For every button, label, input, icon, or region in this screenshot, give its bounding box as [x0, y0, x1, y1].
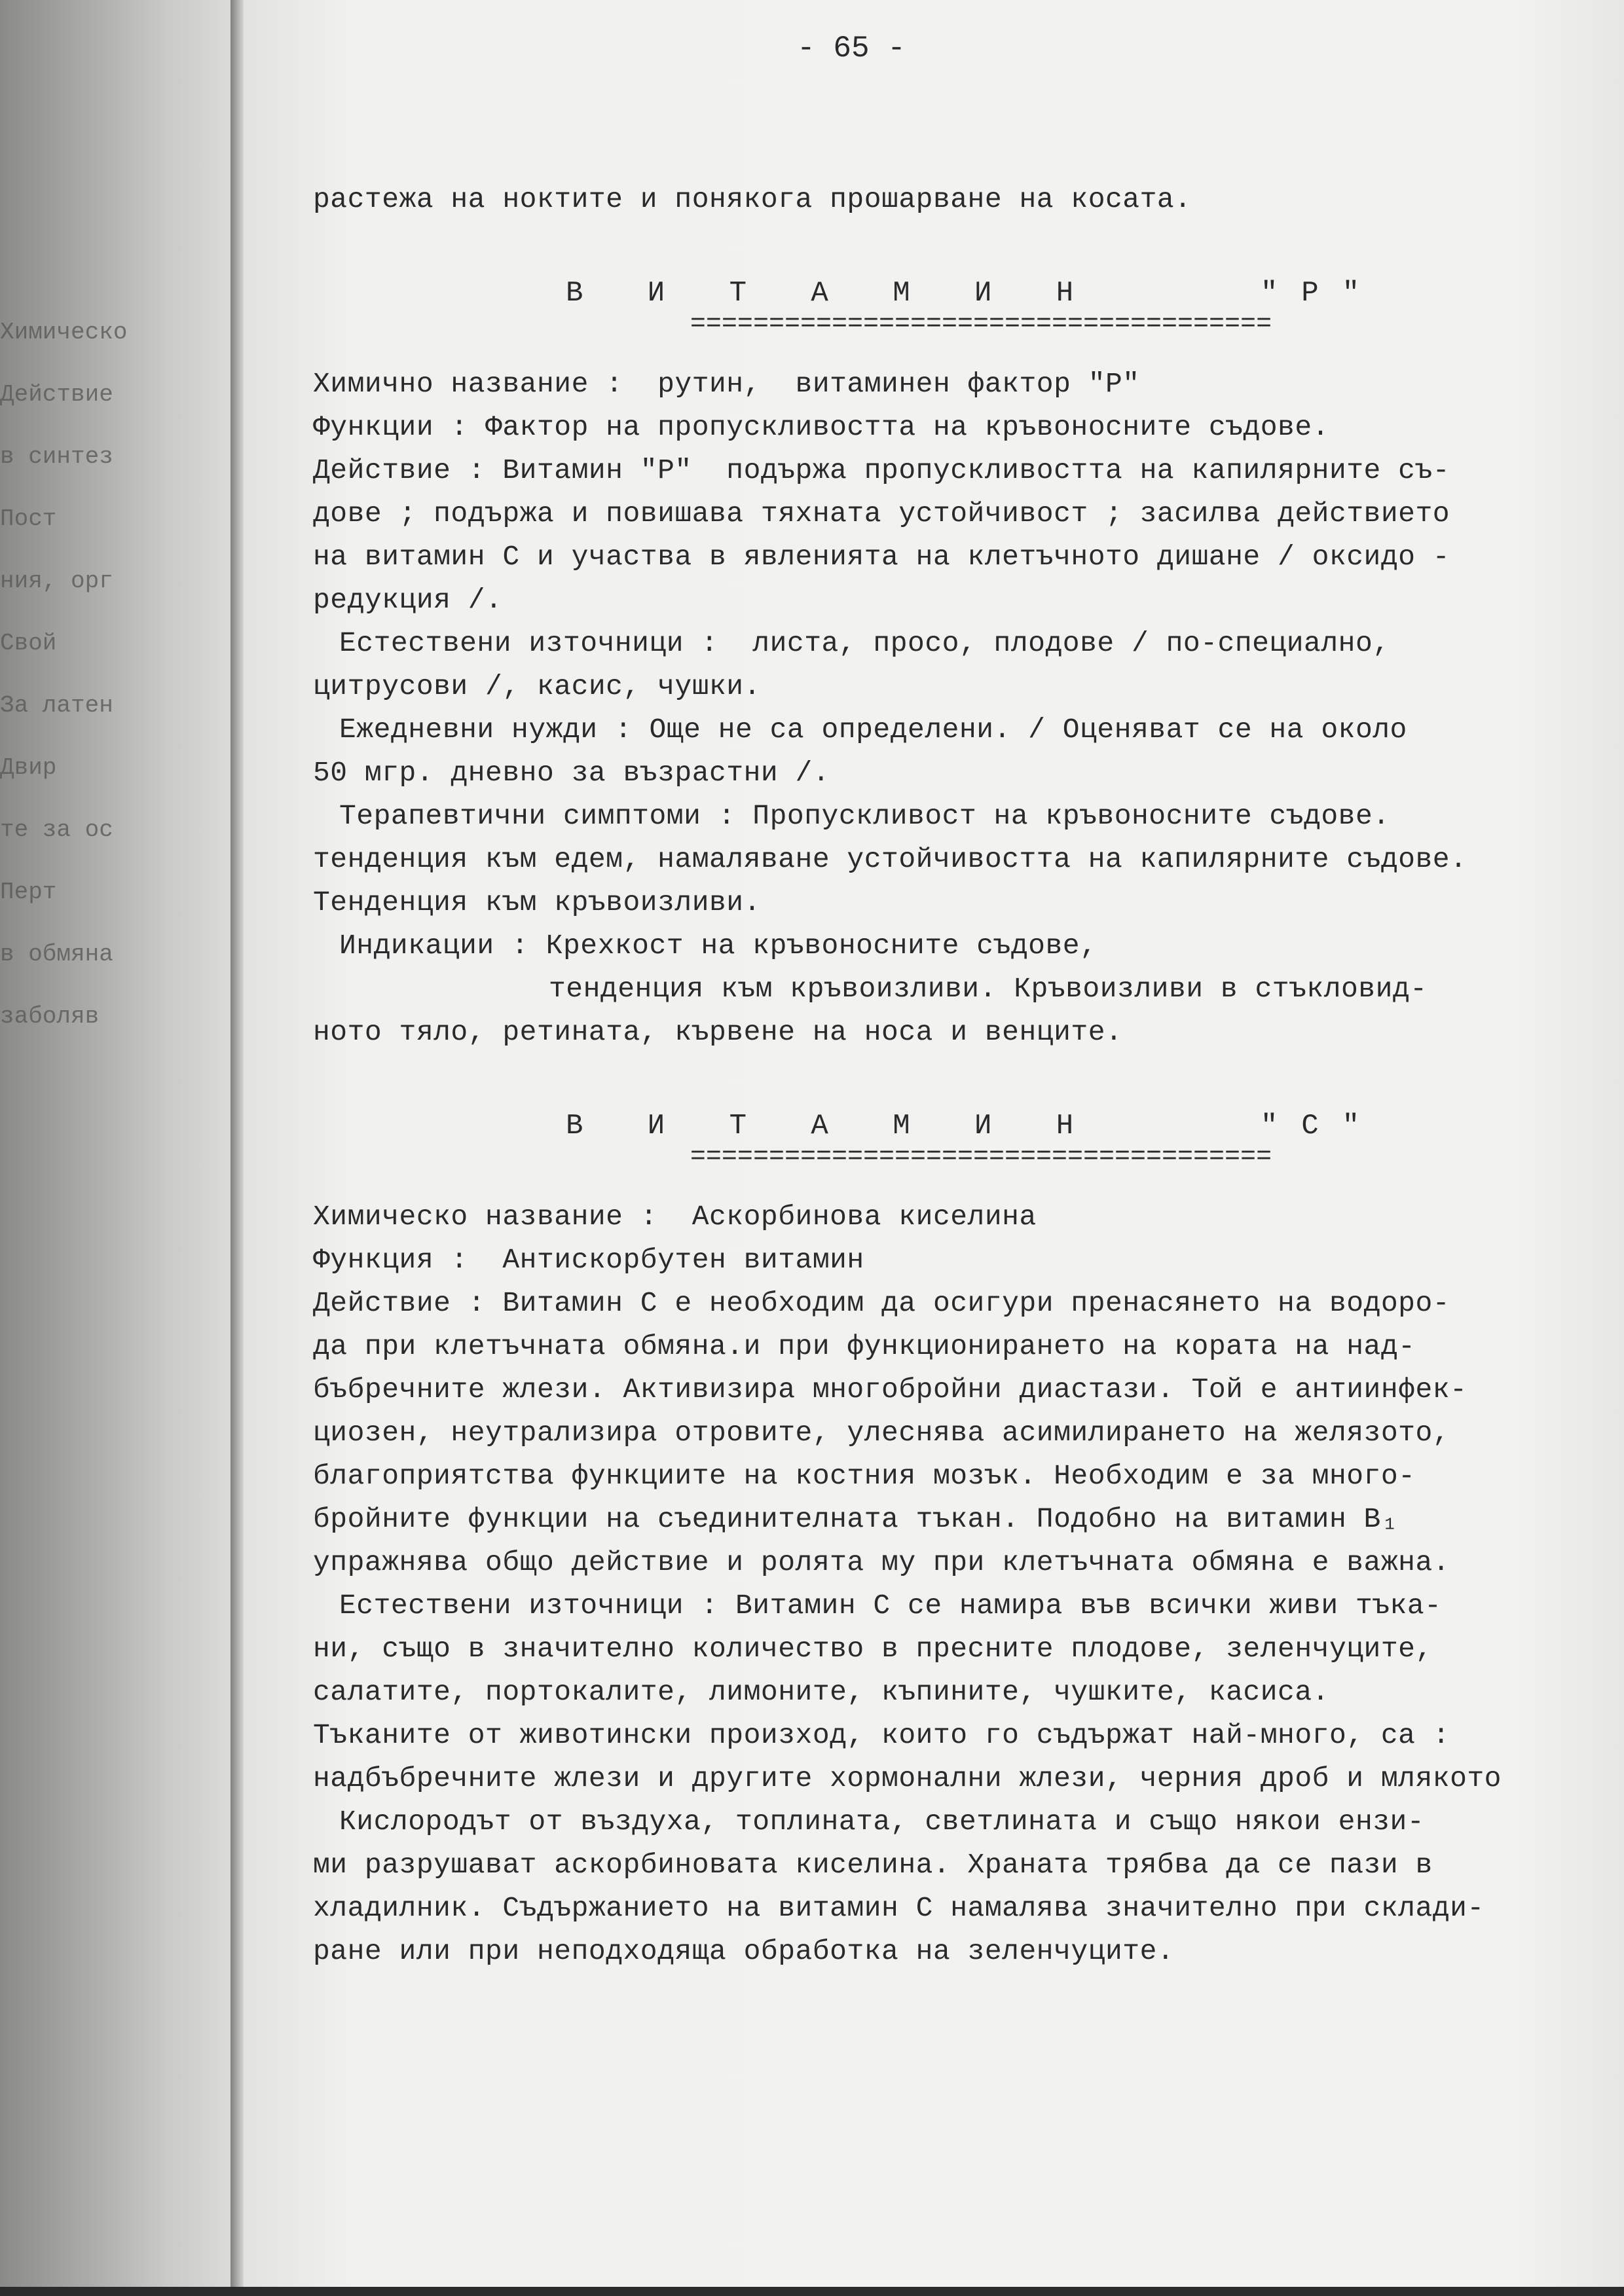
text-line: цитрусови /, касис, чушки. [313, 670, 761, 702]
text-line: Действие : Витамин С е необходим да осигури пренасянето на водоро- [313, 1287, 1450, 1319]
margin-fragment: Двир [0, 754, 57, 781]
text-line: надбъбречните жлези и другите хормонални жлези, черния дроб и млякото [313, 1762, 1502, 1795]
text-line: Тъканите от животински произход, които го съдържат най-много, са : [313, 1719, 1450, 1751]
margin-fragment: Свой [0, 630, 57, 657]
text-line: тенденция към кръвоизливи. Кръвоизливи в стъкловид- [549, 973, 1428, 1005]
section-heading-vitamin-p: В И Т А М И Н "Р" [565, 277, 1384, 310]
text-line: Кислородът от въздуха, топлината, светлината и също някои ензи- [339, 1806, 1425, 1838]
margin-fragment: Пост [0, 505, 57, 532]
text-line: редукция /. [313, 584, 503, 616]
margin-fragment: в синтез [0, 443, 113, 470]
margin-fragment: ния, орг [0, 568, 113, 594]
text-line: ното тяло, ретината, кървене на носа и венците. [313, 1016, 1123, 1048]
text-line: Терапевтични симптоми : Пропускливост на кръвоносните съдове. [339, 800, 1390, 832]
scan-bottom-edge [0, 2287, 1624, 2296]
margin-fragment: заболяв [0, 1003, 100, 1030]
text-line: растежа на ноктите и понякога прошарване на косата. [313, 183, 1192, 215]
margin-fragment: те за ос [0, 816, 113, 843]
text-line: тенденция към едем, намаляване устойчивостта на капилярните съдове. [313, 843, 1467, 875]
section-heading-vitamin-c: В И Т А М И Н "С" [565, 1110, 1384, 1142]
text-line: ми разрушават аскорбиновата киселина. Храната трябва да се пази в [313, 1849, 1433, 1881]
heading-underline: ===================================== [690, 1142, 1272, 1172]
text-line: Индикации : Крехкост на кръвоносните съдове, [339, 930, 1098, 962]
book-spine [231, 0, 244, 2296]
text-line: салатите, портокалите, лимоните, къпините, чушките, касиса. [313, 1676, 1329, 1708]
margin-fragment: За латен [0, 692, 113, 719]
text-line: хладилник. Съдържанието на витамин С намалява значително при склади- [313, 1892, 1485, 1924]
margin-fragment: Химическо [0, 319, 128, 346]
text-line: Химическо название : Аскорбинова киселина [313, 1201, 1037, 1233]
margin-fragment: в обмяна [0, 941, 113, 968]
text-line: циозен, неутрализира отровите, улеснява асимилирането на желязото, [313, 1417, 1450, 1449]
text-line: на витамин С и участва в явленията на клетъчното дишане / оксидо - [313, 541, 1450, 573]
text-line: Химично название : рутин, витаминен фактор "Р" [313, 368, 1140, 400]
text-line: дове ; подържа и повишава тяхната устойчивост ; засилва действието [313, 498, 1450, 530]
text-line: упражнява общо действие и ролята му при клетъчната обмяна е важна. [313, 1546, 1450, 1578]
text-line: Функция : Антискорбутен витамин [313, 1244, 864, 1276]
text-line: Ежедневни нужди : Още не са определени. / Оценяват се на около [339, 714, 1407, 746]
text-line: да при клетъчната обмяна.и при функционирането на кората на над- [313, 1330, 1416, 1362]
text-line: Функции : Фактор на пропускливостта на кръвоносните съдове. [313, 411, 1329, 443]
text-line: Действие : Витамин "Р" подържа пропускливостта на капилярните съ- [313, 454, 1450, 486]
text-line: ни, също в значително количество в пресните плодове, зеленчуците, [313, 1633, 1433, 1665]
text-line: благоприятства функциите на костния мозък. Необходим е за много- [313, 1460, 1416, 1492]
margin-fragment: Действие [0, 381, 113, 408]
page-number: - 65 - [797, 31, 906, 65]
text-line: Естествени източници : Витамин С се намира във всички живи тъка- [339, 1590, 1442, 1622]
text-line: бъбречните жлези. Активизира многобройни диастази. Той е антиинфек- [313, 1374, 1467, 1406]
text-line: ране или при неподходяща обработка на зеленчуците. [313, 1935, 1175, 1967]
text-line: бройните функции на съединителната тъкан. Подобно на витамин B₁ [313, 1503, 1399, 1535]
heading-underline: ===================================== [690, 310, 1272, 339]
text-line: Естествени източници : листа, просо, плодове / по-специално, [339, 627, 1390, 659]
document-body [313, 178, 1583, 1973]
margin-fragment: Перт [0, 879, 57, 905]
text-line: 50 мгр. дневно за възрастни /. [313, 757, 830, 789]
text-line: Тенденция към кръвоизливи. [313, 886, 761, 919]
facing-page-fragments [0, 301, 131, 1048]
